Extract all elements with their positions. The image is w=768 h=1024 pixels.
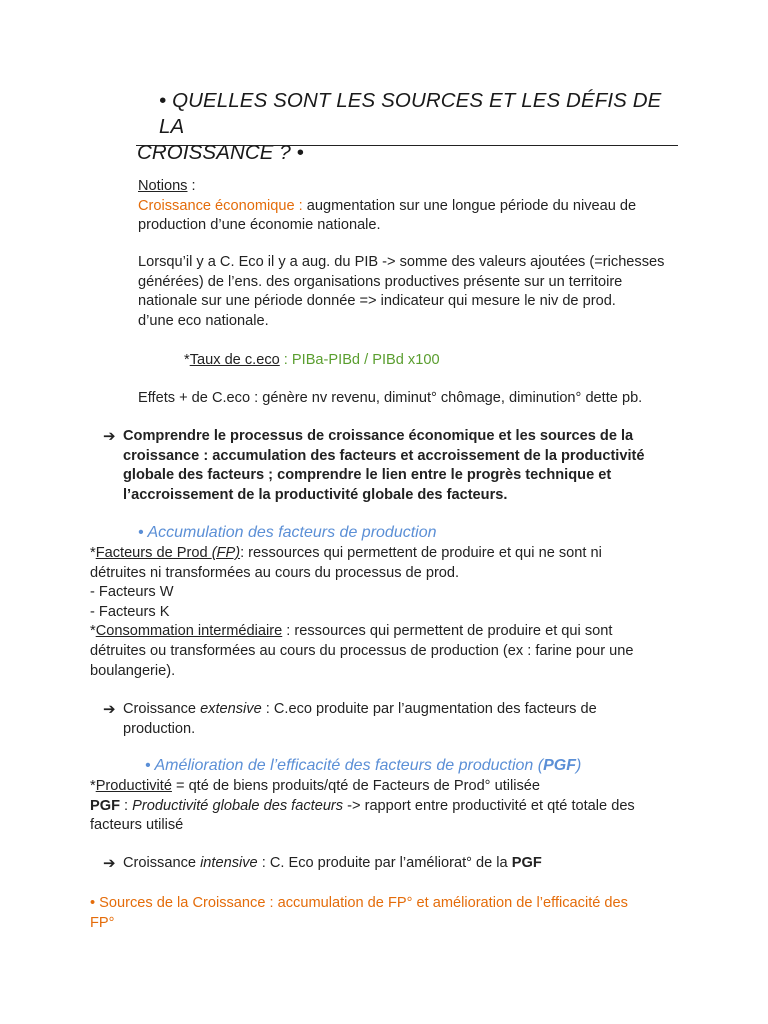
notions-colon: : [187, 178, 196, 194]
sources-line: FP° [90, 914, 115, 931]
arrow-right-icon: ➔ [103, 701, 116, 718]
page-title [137, 88, 677, 166]
notions-block [138, 177, 698, 236]
intensive-term: intensive [200, 855, 258, 871]
arrow-right-icon: ➔ [103, 428, 116, 445]
list-item: - Facteurs W [90, 584, 174, 601]
fp-star: * [90, 545, 96, 561]
croissance-economique-def: augmentation sur une longue période du niveau de [302, 197, 637, 214]
ci-def: : ressources qui permettent de produire et qui sont [282, 623, 613, 640]
intensive-block [103, 854, 663, 874]
accumulation-body [90, 544, 690, 681]
title-line-1: • QUELLES SONT LES SOURCES ET LES DÉFIS DE LA [159, 89, 662, 138]
list-item: - Facteurs K [90, 603, 170, 620]
efficacite-heading-post: ) [576, 757, 582, 774]
pib-line: générées) de l’ens. des organisations productives présente sur un territoire [138, 273, 623, 290]
title-line-2: CROISSANCE ? • [137, 141, 304, 164]
pib-paragraph [138, 253, 698, 331]
title-underline [136, 145, 678, 146]
sources-block [90, 894, 690, 933]
ci-star: * [90, 623, 96, 640]
extensive-def: : C.eco produite par l’augmentation des facteurs de [261, 701, 597, 717]
objective-line: Comprendre le processus de croissance économique et les sources de la [123, 428, 634, 444]
pgf-def: -> rapport entre productivité et qté totale des [343, 797, 635, 814]
productivite-label: Productivité [95, 778, 172, 794]
objective-line: l’accroissement de la productivité globale des facteurs. [123, 486, 508, 503]
taux-star: * [184, 352, 190, 368]
fp-label: Facteurs de Prod [95, 545, 212, 561]
extensive-term: extensive [200, 701, 262, 717]
ci-label: Consommation intermédiaire [95, 623, 283, 640]
croissance-economique-term: Croissance économique : [138, 197, 303, 214]
ci-def-cont: boulangerie). [90, 662, 176, 679]
effets-line: Effets + de C.eco : génère nv revenu, diminut° chômage, diminution° dette pb. [138, 390, 643, 406]
intensive-pre: Croissance [123, 855, 201, 871]
section-heading-accumulation: • Accumulation des facteurs de production [138, 524, 437, 541]
efficacite-heading-pre: • Amélioration de l’efficacité des facteurs de production ( [145, 757, 544, 774]
fp-def: : ressources qui permettent de produire et qui ne sont ni [240, 545, 602, 561]
prod-star: * [90, 778, 96, 794]
croissance-economique-def-cont: production d’une économie nationale. [138, 217, 381, 234]
intensive-def: : C. Eco produite par l’améliorat° de la [257, 855, 512, 871]
pgf-term: Productivité globale des facteurs [132, 797, 344, 814]
objective-line: croissance : accumulation des facteurs et accroissement de la productivité [123, 447, 645, 464]
section-heading-efficacite [145, 756, 581, 776]
efficacite-body [90, 777, 690, 836]
pgf-label: PGF [90, 797, 120, 814]
productivite-def: = qté de biens produits/qté de Facteurs de Prod° utilisée [171, 778, 541, 794]
pgf-def-cont: facteurs utilisé [90, 817, 184, 834]
intensive-bold: PGF [511, 855, 542, 871]
taux-line [184, 351, 440, 371]
pib-line: nationale sur une période donnée => indicateur qui mesure le niv de prod. [138, 293, 616, 310]
arrow-right-icon: ➔ [103, 855, 116, 872]
pgf-sep: : [120, 797, 133, 814]
objective-block [103, 427, 663, 505]
extensive-block [103, 700, 663, 739]
taux-formula: : PIBa-PIBd / PIBd x100 [279, 352, 440, 368]
pib-line: d’une eco nationale. [138, 312, 269, 329]
fp-def-cont: détruites ni transformées au cours du processus de prod. [90, 564, 460, 581]
objective-line: globale des facteurs ; comprendre le lien entre le progrès technique et [123, 467, 612, 484]
efficacite-heading-bold: PGF [543, 757, 576, 774]
ci-def-cont: détruites ou transformées au cours du processus de production (ex : farine pour une [90, 642, 634, 659]
pib-line: Lorsqu’il y a C. Eco il y a aug. du PIB -> somme des valeurs ajoutées (=richesses [138, 254, 665, 270]
notions-label: Notions [138, 178, 188, 194]
fp-abbr: (FP) [211, 545, 241, 561]
sources-line: • Sources de la Croissance : accumulation de FP° et amélioration de l’efficacité des [90, 895, 628, 911]
extensive-def-cont: production. [123, 720, 196, 737]
taux-label: Taux de c.eco [189, 352, 280, 368]
extensive-pre: Croissance [123, 701, 201, 717]
